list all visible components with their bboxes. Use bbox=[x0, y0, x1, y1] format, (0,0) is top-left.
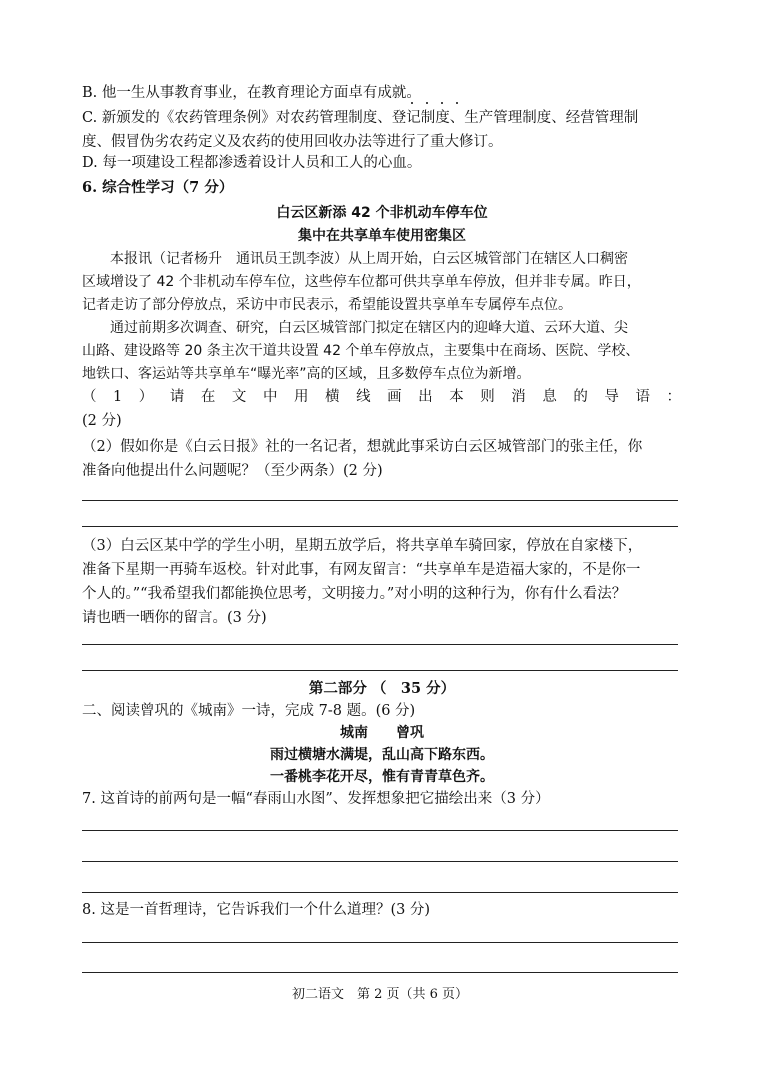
question-6-2: （2）假如你是《白云日报》社的一名记者，想就此事采访白云区城管部门的张主任，你 bbox=[82, 439, 643, 455]
news-paragraph-1: 区域增设了 42 个非机动车停车位，这些停车位都可供共享单车停放，但并非专属。昨日， bbox=[82, 274, 641, 290]
news-paragraph-1: 记者走访了部分停放点，采访中市民表示，希望能设置共享单车专属停车点位。 bbox=[82, 297, 572, 313]
news-headline: 白云区新添 42 个非机动车停车位 bbox=[276, 205, 488, 221]
question-6-3: 请也晒一晒你的留言。(3 分) bbox=[82, 610, 267, 626]
emphasis-dot bbox=[441, 102, 443, 104]
poem-title: 城南 曾巩 bbox=[340, 725, 424, 741]
option-c-line1: C. 新颁发的《农药管理条例》对农药管理制度、登记制度、生产管理制度、经营管理制 bbox=[82, 110, 639, 126]
news-subheadline: 集中在共享单车使用密集区 bbox=[298, 228, 466, 244]
answer-line[interactable] bbox=[82, 670, 678, 671]
question-7: 7. 这首诗的前两句是一幅“春雨山水图”、发挥想象把它描绘出来（3 分） bbox=[82, 791, 550, 807]
answer-line[interactable] bbox=[82, 861, 678, 862]
option-c-line2: 度、假冒伪劣农药定义及农药的使用回收办法等进行了重大修订。 bbox=[82, 134, 503, 150]
emphasis-dot bbox=[456, 102, 458, 104]
option-b bbox=[82, 82, 682, 104]
question-6-heading: 6. 综合性学习（7 分） bbox=[82, 179, 234, 196]
answer-line[interactable] bbox=[82, 942, 678, 943]
answer-line[interactable] bbox=[82, 972, 678, 973]
news-paragraph-2: 山路、建设路等 20 条主次干道共设置 42 个单车停放点，主要集中在商场、医院、学校、 bbox=[82, 343, 640, 359]
news-paragraph-1: 本报讯（记者杨升 通讯员王凯李波）从上周开始，白云区城管部门在辖区人口稠密 bbox=[110, 251, 628, 267]
question-6-3: 准备下星期一再骑车返校。针对此事，有网友留言：“共享单车是造福大家的，不是你一 bbox=[82, 562, 641, 578]
emphasis-dot bbox=[411, 102, 413, 104]
page-footer: 初二语文 第 2 页（共 6 页） bbox=[291, 987, 469, 1002]
question-6-3: 个人的。”“我希望我们都能换位思考，文明接力。”对小明的这种行为，你有什么看法？ bbox=[82, 586, 627, 602]
answer-line[interactable] bbox=[82, 526, 678, 527]
section-2-instruction: 二、阅读曾巩的《城南》一诗，完成 7-8 题。(6 分) bbox=[82, 703, 416, 719]
answer-line[interactable] bbox=[82, 644, 678, 645]
emphasis-dot bbox=[426, 102, 428, 104]
question-6-1: （1）请在文中用横线画出本则消息的导语： bbox=[82, 389, 682, 405]
answer-line[interactable] bbox=[82, 830, 678, 831]
answer-line[interactable] bbox=[82, 500, 678, 501]
option-d: D. 每一项建设工程都渗透着设计人员和工人的心血。 bbox=[82, 155, 422, 171]
answer-line[interactable] bbox=[82, 892, 678, 893]
news-paragraph-2: 地铁口、客运站等共享单车“曝光率”高的区域，且多数停车点位为新增。 bbox=[82, 366, 531, 382]
part-2-heading: 第二部分 （ 35 分） bbox=[308, 680, 456, 697]
news-paragraph-2: 通过前期多次调查、研究，白云区城管部门拟定在辖区内的迎峰大道、云环大道、尖 bbox=[110, 320, 628, 336]
question-8: 8. 这是一首哲理诗，它告诉我们一个什么道理？(3 分) bbox=[82, 902, 431, 918]
option-b-text: B. 他一生从事教育事业，在教育理论方面卓有成就。 bbox=[82, 85, 421, 101]
question-6-2: 准备向他提出什么问题呢？（至少两条）(2 分) bbox=[82, 463, 383, 479]
question-6-3: （3）白云区某中学的学生小明，星期五放学后，将共享单车骑回家，停放在自家楼下， bbox=[82, 538, 643, 554]
poem-line-2: 一番桃李花开尽，惟有青青草色齐。 bbox=[270, 769, 494, 785]
question-6-1-score: (2 分) bbox=[82, 413, 122, 429]
poem-line-1: 雨过横塘水满堤，乱山高下路东西。 bbox=[270, 747, 494, 763]
